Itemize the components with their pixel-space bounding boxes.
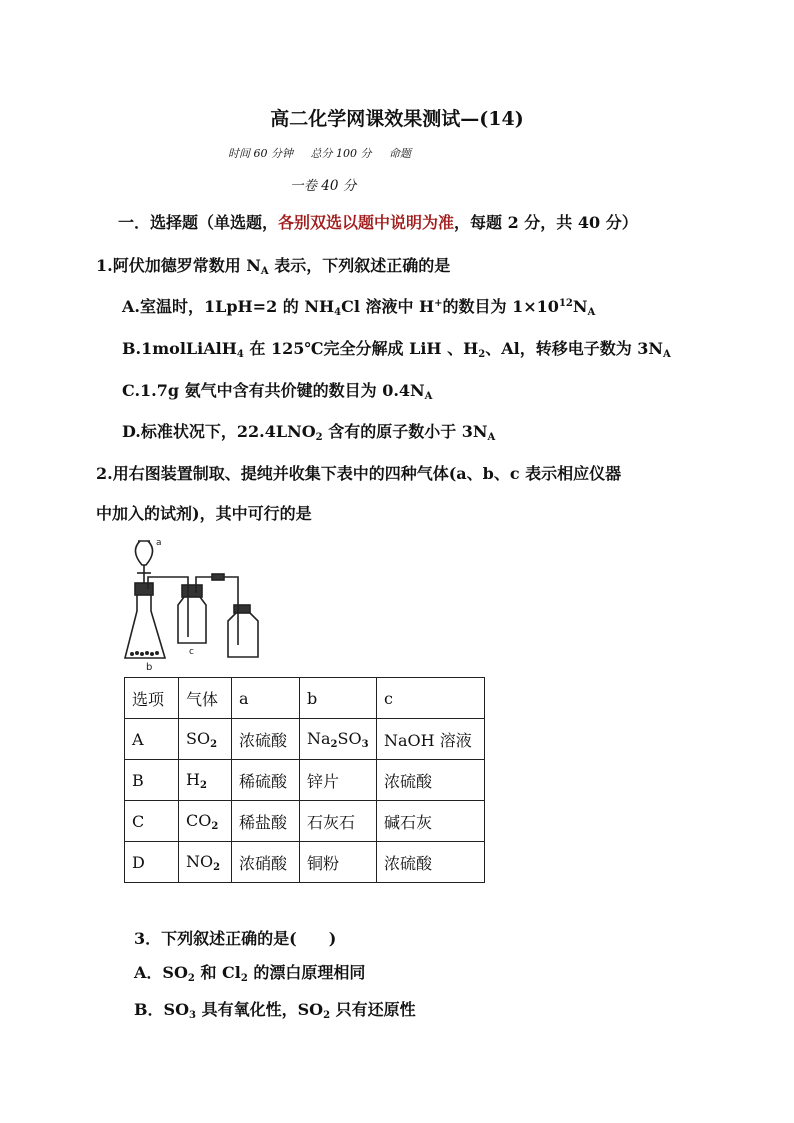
exam-time: 时间 60 分钟 <box>228 147 293 160</box>
q3-option-b: B．$SO_3$ 具有氧化性，$SO_2$ 只有还原性 <box>134 1000 416 1021</box>
q2-stem-line2: 中加入的试剂)，其中可行的是 <box>96 504 312 523</box>
table-cell: $H_2$ <box>179 760 232 801</box>
q1-option-c: C.1.7g 氨气中含有共价键的数目为 $0.4N_A$ <box>122 381 433 402</box>
table-cell: 浓硫酸 <box>232 719 300 760</box>
table-header-cell: a <box>232 678 300 719</box>
page-title: 高二化学网课效果测试—(14) <box>270 108 524 130</box>
q3-stem: 3．下列叙述正确的是( ) <box>134 929 337 948</box>
table-row <box>125 801 485 842</box>
table-cell: 锌片 <box>300 760 377 801</box>
table-cell: 石灰石 <box>300 801 377 842</box>
table-cell: NaOH 溶液 <box>377 719 485 760</box>
label-a: a <box>156 538 162 548</box>
table-cell: 稀硫酸 <box>232 760 300 801</box>
label-b: b <box>146 662 153 673</box>
table-cell: $CO_2$ <box>179 801 232 842</box>
conical-flask <box>125 583 165 658</box>
apparatus-diagram <box>120 533 280 673</box>
table-header-cell: c <box>377 678 485 719</box>
table-cell: 浓硫酸 <box>377 842 485 883</box>
q1-option-b: B.1molLiAlH$_4$ 在 125℃完全分解成 LiH 、$H_2$、Al，转移电子数为 $3N_A$ <box>122 339 671 360</box>
q3-option-a: A．$SO_2$ 和 $Cl_2$ 的漂白原理相同 <box>134 963 366 984</box>
table-cell: 稀盐酸 <box>232 801 300 842</box>
exam-info <box>228 145 425 161</box>
table-cell: A <box>125 719 179 760</box>
table-cell: $SO_2$ <box>179 719 232 760</box>
section-heading <box>118 210 638 233</box>
exam-author: 命题 <box>389 147 411 160</box>
table-cell: D <box>125 842 179 883</box>
table-header-cell: 选项 <box>125 678 179 719</box>
table-cell: $Na_2SO_3$ <box>300 719 377 760</box>
table-cell: 浓硝酸 <box>232 842 300 883</box>
table-cell: 铜粉 <box>300 842 377 883</box>
table-cell: C <box>125 801 179 842</box>
table-header-cell: 气体 <box>179 678 232 719</box>
volume-label: 一卷 40 分 <box>290 178 357 194</box>
q1-option-a: A.室温时，1LpH=2 的 $NH_4Cl$ 溶液中 H+的数目为 $1\times 10^{12}N_A$ <box>122 297 596 318</box>
label-c: c <box>189 647 194 657</box>
table-cell: $NO_2$ <box>179 842 232 883</box>
table-row <box>125 842 485 883</box>
table-header-cell: b <box>300 678 377 719</box>
collecting-bottle <box>228 601 258 657</box>
exam-score: 总分 100 分 <box>310 147 372 160</box>
wash-bottle <box>178 581 206 643</box>
section-suffix: ，每题 2 分，共 40 分） <box>454 213 638 232</box>
q2-stem-line1: 2.用右图装置制取、提纯并收集下表中的四种气体(a、b、c 表示相应仪器 <box>96 464 622 483</box>
q1-option-d: D.标准状况下，$22.4LNO_2$ 含有的原子数小于 $3N_A$ <box>122 422 496 443</box>
section-note: 各别双选以题中说明为准 <box>278 213 455 232</box>
table-cell: B <box>125 760 179 801</box>
table-row <box>125 719 485 760</box>
table-cell: 浓硫酸 <box>377 760 485 801</box>
table-cell: 碱石灰 <box>377 801 485 842</box>
q1-stem: 1.阿伏加德罗常数用 $N_A$ 表示，下列叙述正确的是 <box>96 256 451 277</box>
table-header-row <box>125 678 485 719</box>
gas-options-table <box>124 677 485 883</box>
table-row <box>125 760 485 801</box>
section-label: 一．选择题（单选题， <box>118 213 279 232</box>
